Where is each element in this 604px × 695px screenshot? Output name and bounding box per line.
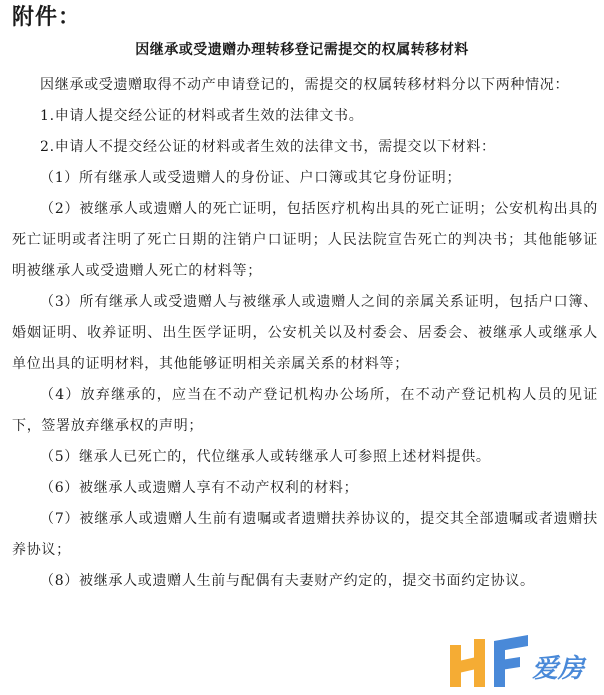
sub-item-6-paragraph: （6）被继承人或遗赠人享有不动产权利的材料； [40, 480, 359, 496]
item-1-paragraph: 1.申请人提交经公证的材料或者生效的法律文书。 [40, 108, 364, 124]
sub-item-4-paragraph: （4）放弃继承的，应当在不动产登记机构办公场所，在不动产登记机构人员的见证下，签署放弃继承权的声明； [12, 387, 598, 434]
sub-item-3-paragraph: （3）所有继承人或受遗赠人与被继承人或遗赠人之间的亲属关系证明，包括户口簿、婚姻证明、收养证明、出生医学证明，公安机关以及村委会、居委会、被继承人或继承人单位出具的证明材料，其他能够证明相关亲属关系的材料等； [12, 294, 598, 372]
document-body [12, 70, 598, 597]
logo-text: 爱房 [532, 654, 585, 684]
item-2-paragraph: 2.申请人不提交经公证的材料或者生效的法律文书，需提交以下材料： [40, 139, 496, 155]
sub-item-8-paragraph: （8）被继承人或遗赠人生前与配偶有夫妻财产约定的，提交书面约定协议。 [40, 573, 535, 589]
sub-item-2-paragraph: （2）被继承人或遗赠人的死亡证明，包括医疗机构出具的死亡证明；公安机构出具的死亡证明或者注明了死亡日期的注销户口证明；人民法院宣告死亡的判决书；其他能够证明被继承人或受遗赠人死亡的材料等； [12, 201, 598, 279]
aifang-logo-watermark [442, 631, 600, 693]
logo-f-mark-icon [494, 635, 528, 687]
sub-item-1-paragraph: （1）所有继承人或受遗赠人的身份证、户口簿或其它身份证明； [40, 170, 462, 186]
intro-paragraph: 因继承或受遗赠取得不动产申请登记的，需提交的权属转移材料分以下两种情况： [40, 77, 570, 93]
sub-item-5-paragraph: （5）继承人已死亡的，代位继承人或转继承人可参照上述材料提供。 [40, 449, 491, 465]
document-title: 因继承或受遗赠办理转移登记需提交的权属转移材料 [135, 42, 469, 58]
logo-h-mark-icon [450, 639, 485, 687]
attachment-heading: 附件： [12, 5, 82, 30]
sub-item-7-paragraph: （7）被继承人或遗赠人生前有遗嘱或者遗赠扶养协议的，提交其全部遗嘱或者遗赠扶养协议； [12, 511, 598, 558]
